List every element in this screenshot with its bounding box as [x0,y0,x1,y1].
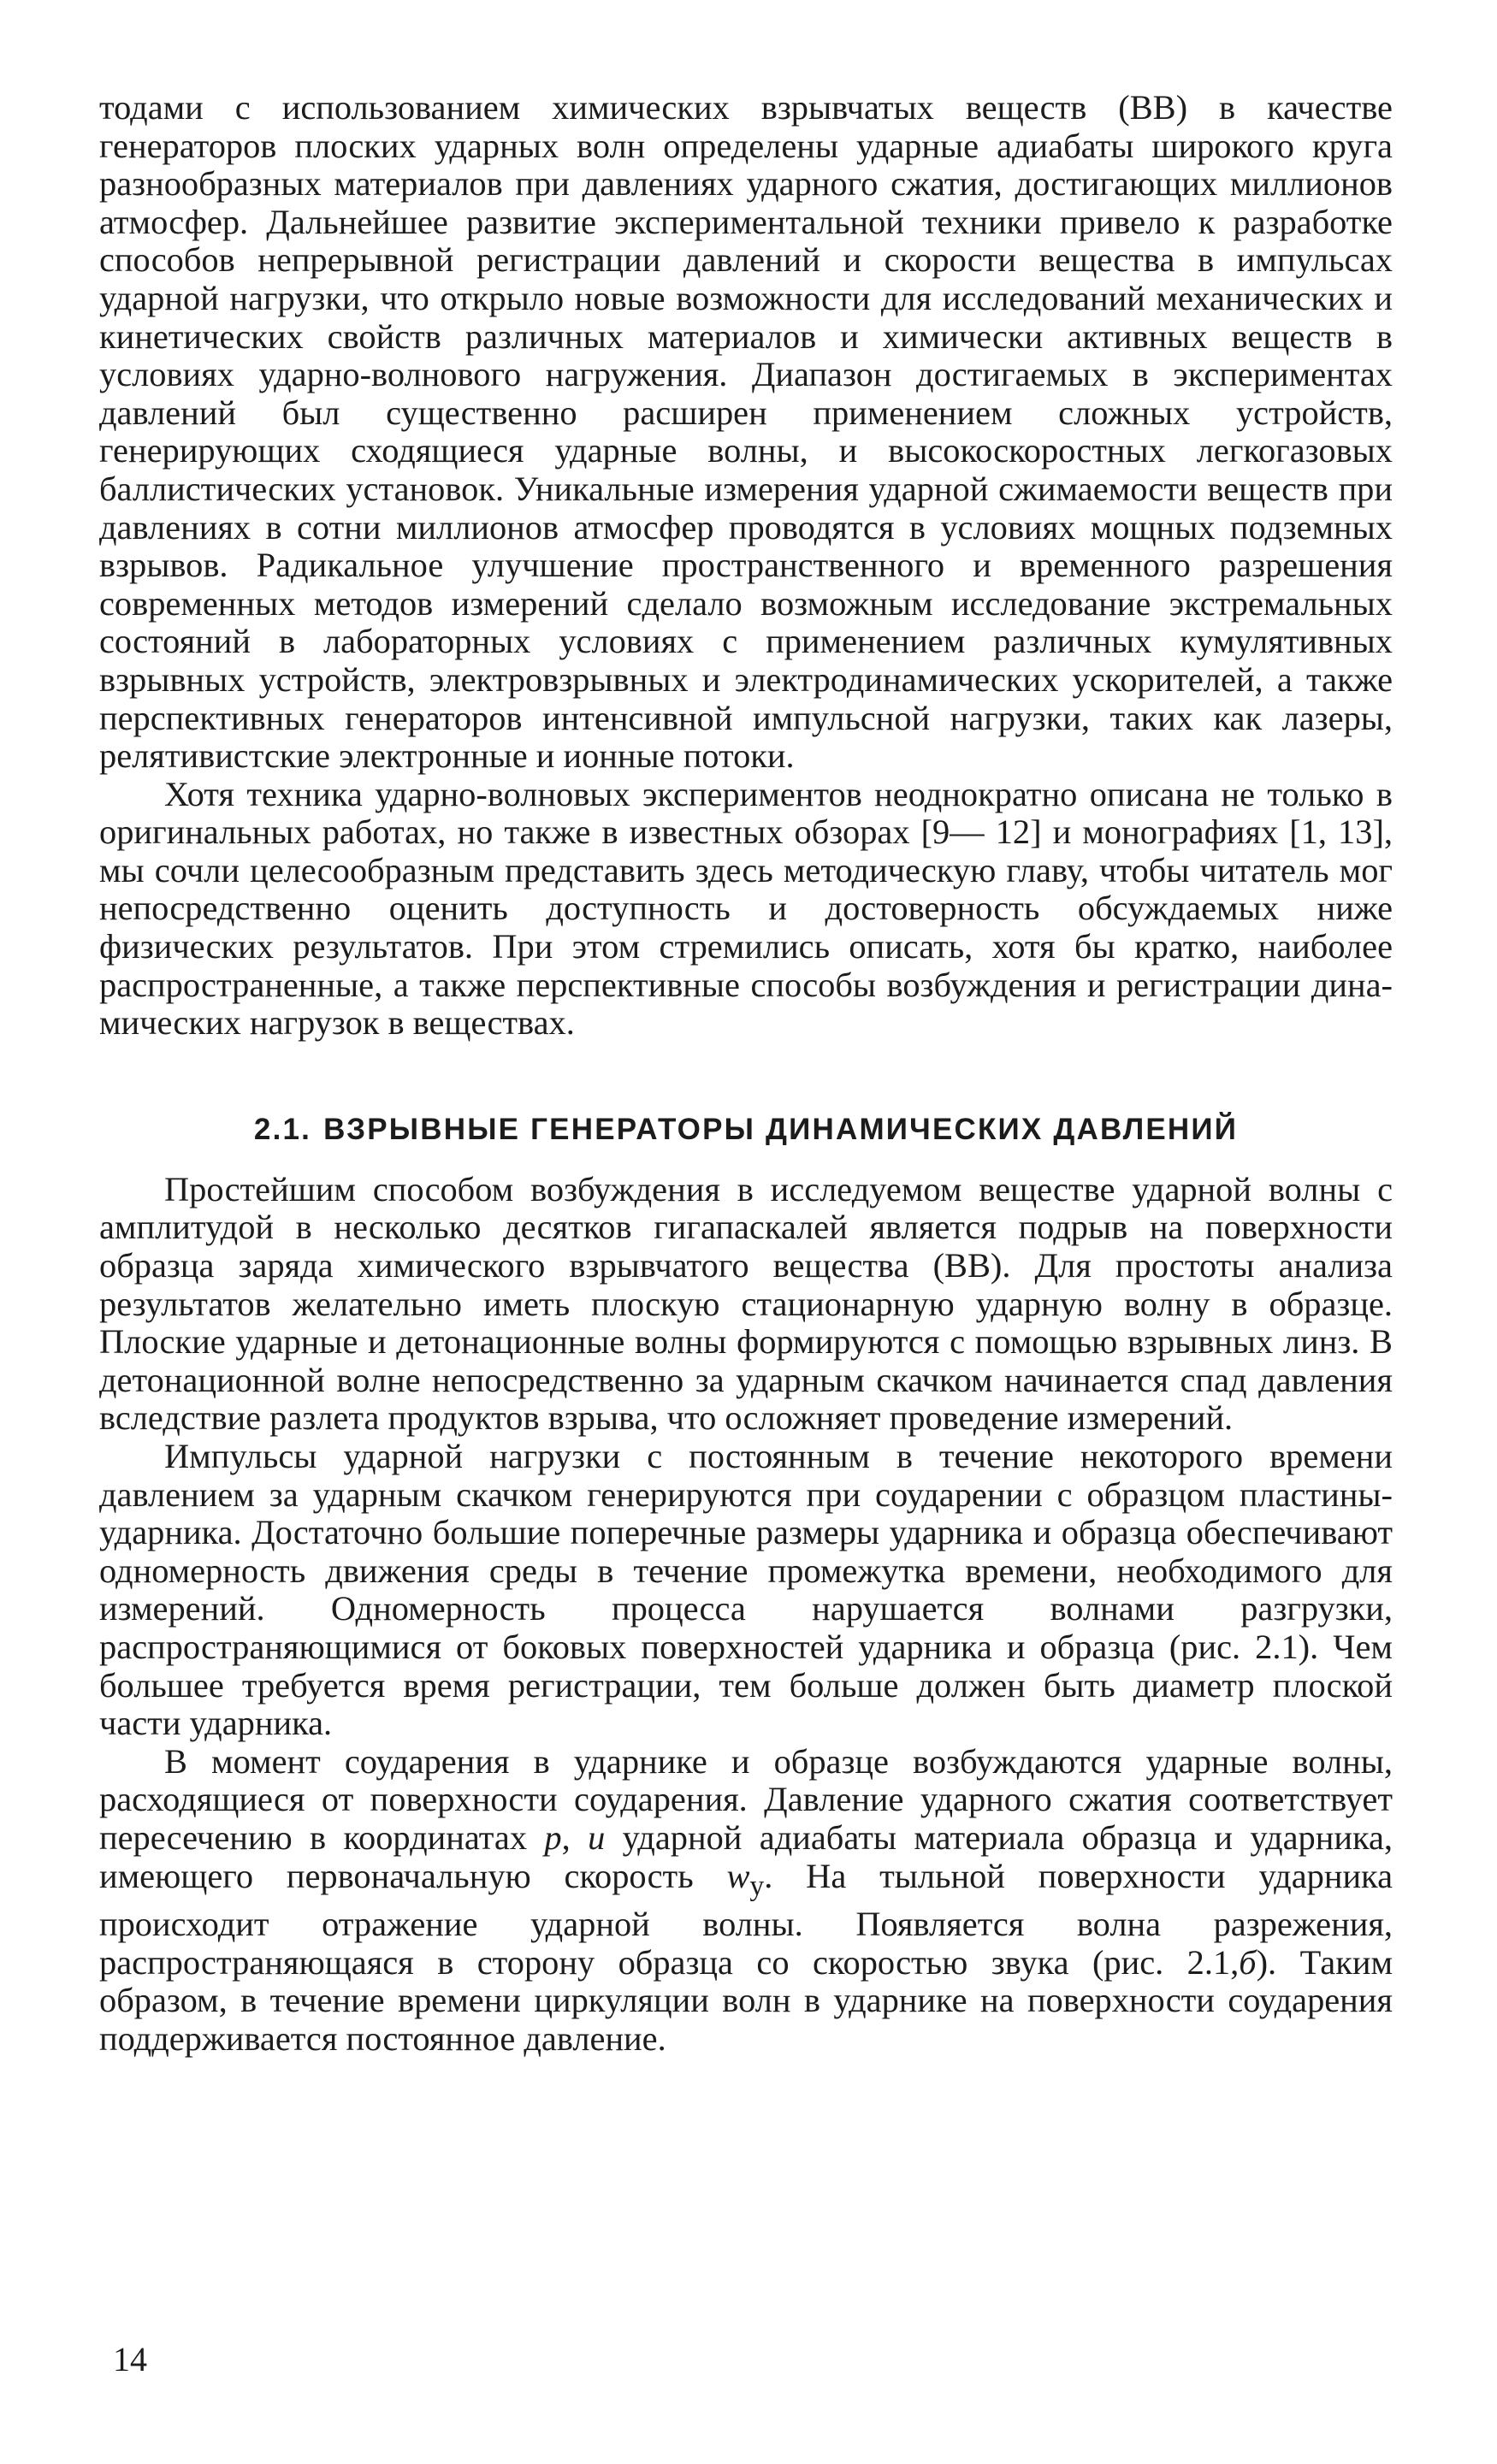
book-page [99,89,1393,2059]
variable-w-subscript: у [749,1870,765,1902]
section-heading [99,1111,1393,1149]
paragraph-intro-continued: тодами с использованием химических взрывчатых веществ (ВВ) в качестве генераторов плоских ударных волн определены ударные адиабаты широкого круга разнообразных материалов при давлениях ударного сжатия, достигающих миллионов атмосфер. Дальнейшее развитие экспериментальной техники привело к разработке способов непрерывной регистрации давлений и скорости вещества в импульсах ударной нагрузки, что открыло новые возможности для исследований механических и кинетических свойств различных материалов и химически активных веществ в условиях ударно-волнового нагружения. Диапазон достигаемых в экспериментах давлений был существенно расширен применением сложных устройств, генерирующих сходящиеся ударные волны, и высокоскоростных легкогазовых баллистических установок. Уникальные измерения ударной сжимаемости веществ при давлениях в сотни миллионов атмосфер проводятся в условиях мощных подземных взрывов. Радикальное улучшение пространственного и временного разрешения современных методов измерений сделало возможным исследование экстремальных состояний в лабораторных условиях с применением различных кумулятивных взрывных устройств, электровзрывных и электродинамических ускорителей, а также перспективных генераторов интенсивной импульсной нагрузки, таких как лазеры, релятивистские электронные и ионные потоки. [99,88,1393,776]
text-run: ). Таким образом, в течение времени циркуляции волн в ударнике на поверхности соударения поддерживается постоянное давление. [99,1942,1393,2058]
paragraph-collision-moment [99,1743,1393,2059]
variable-u: u [588,1817,606,1857]
section-title: ВЗРЫВНЫЕ ГЕНЕРАТОРЫ ДИНАМИЧЕСКИХ ДАВЛЕНИЙ [323,1112,1239,1146]
text-run: , [561,1817,589,1857]
text-run: ударной адиабаты материала образца и ударника, имеющего первоначальную скорость [99,1817,1393,1895]
variable-p: p [544,1817,562,1857]
text-run: В момент соударения в ударнике и образце возбуждаются ударные волны, расходящиеся от поверхности соударения. Давление ударного сжатия соответствует пересечению в координатах [99,1741,1393,1857]
paragraph-explosive-method: Простейшим способом возбуждения в исследуемом веществе ударной волны с амплитудой в несколько десятков гигапаскалей является подрыв на поверхности образца заряда химического взрывчатого вещества (ВВ). Для простоты анализа результатов желательно иметь плоскую стационарную ударную волну в образце. Плоские ударные и детонационные волны формируются с помощью взрывных линз. В детонационной волне непосредственно за ударным скачком начинается спад давления вследствие разлета продуктов взрыва, что осложняет проведение измерений. [99,1169,1393,1438]
paragraph-methodology: Хотя техника ударно-волновых экспериментов неоднократно описана не только в оригинальных работах, но также в известных обзорах [9— 12] и монографиях [1, 13], мы сочли целесообразным представить здесь методическую главу, чтобы читатель мог непосредственно оценить доступность и достоверность обсуждаемых ниже физических результатов. При этом стремились описать, хотя бы кратко, наиболее распространенные, а также перспективные способы возбуждения и регистрации динамических нагрузок в веществах. [99,774,1393,1043]
text-run: . На тыльной поверхности ударника происходит отражение ударной волны. Появляется волна разрежения, распространяющаяся в сторону образца со скоростью звука (рис. 2.1, [99,1856,1393,1982]
variable-b: б [1239,1942,1257,1982]
page-number: 14 [113,2340,147,2378]
section-number: 2.1. [253,1112,312,1146]
variable-w: w [726,1856,750,1895]
paragraph-impactor-pulses: Импульсы ударной нагрузки с постоянным в течение некоторого времени давлением за ударным скачком генерируются при соударении с образцом пластины-ударника. Достаточно большие поперечные размеры ударника и образца обеспечивают одномерность движения среды в течение промежутка времени, необходимого для измерений. Одномерность процесса нарушается волнами разгрузки, распространяющимися от боковых поверхностей ударника и образца (рис. 2.1). Чем большее требуется время регистрации, тем больше должен быть диаметр плоской части ударника. [99,1437,1393,1743]
